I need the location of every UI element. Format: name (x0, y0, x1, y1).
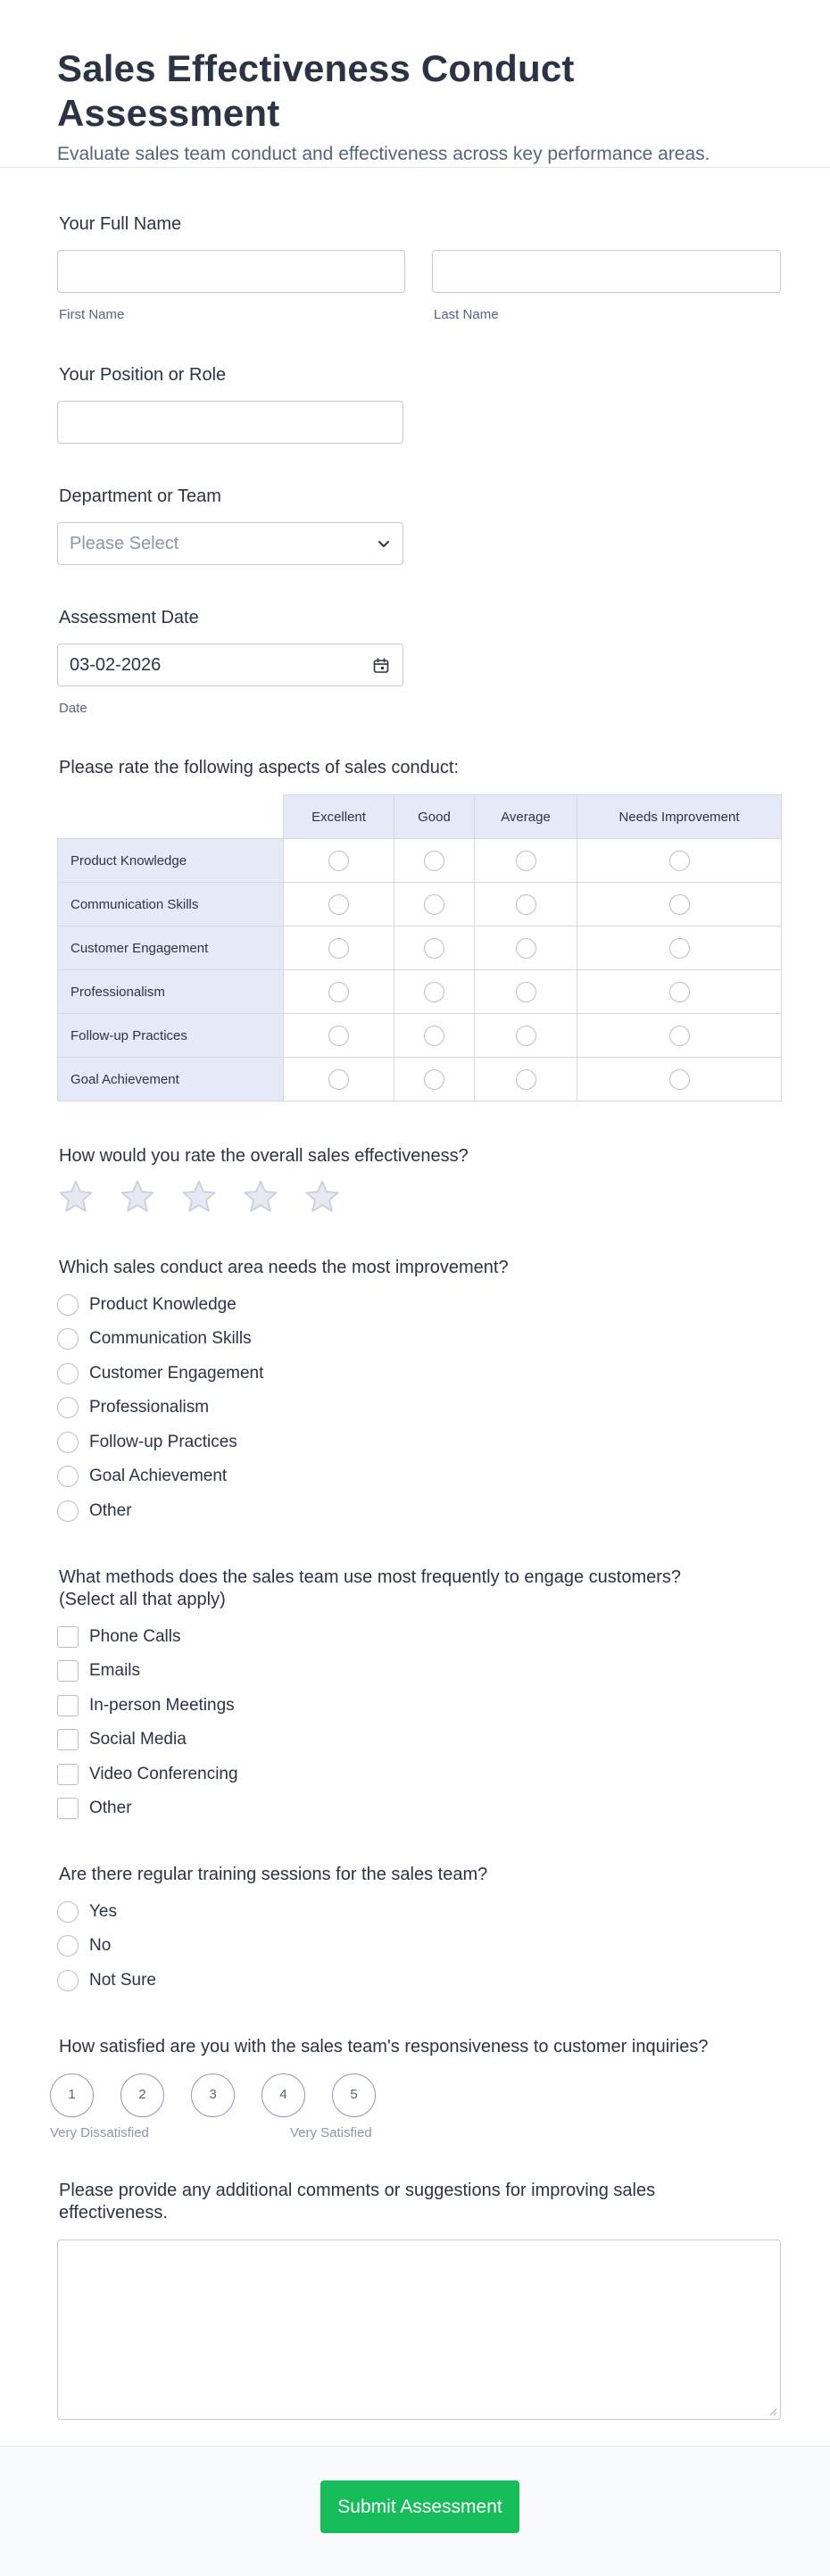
radio-button[interactable] (57, 1970, 79, 1991)
option-label: Customer Engagement (89, 1364, 264, 1383)
submit-button[interactable]: Submit Assessment (320, 2480, 519, 2533)
star-icon[interactable] (303, 1178, 341, 1216)
methods-option[interactable] (57, 1797, 132, 1820)
checkbox[interactable] (57, 1660, 79, 1682)
radio-button[interactable] (57, 1328, 79, 1350)
option-label: Yes (89, 1902, 117, 1921)
matrix-radio[interactable] (516, 1026, 536, 1046)
assessment-date-label: Assessment Date (59, 608, 199, 627)
date-sublabel: Date (59, 701, 87, 716)
methods-option[interactable] (57, 1659, 140, 1683)
improvement-label: Which sales conduct area needs the most improvement? (59, 1258, 509, 1277)
radio-button[interactable] (57, 1901, 79, 1923)
matrix-radio[interactable] (328, 1026, 349, 1046)
scale-option-3[interactable]: 3 (191, 2073, 235, 2117)
option-label: Follow-up Practices (89, 1433, 237, 1451)
checkbox[interactable] (57, 1695, 79, 1716)
matrix-col-header: Needs Improvement (577, 795, 782, 839)
last-name-sublabel: Last Name (434, 307, 499, 322)
methods-option[interactable] (57, 1694, 235, 1717)
matrix-radio[interactable] (424, 1069, 444, 1090)
position-input[interactable] (57, 401, 403, 444)
scale-option-1[interactable]: 1 (50, 2073, 94, 2117)
scale-high-label: Very Satisfied (290, 2125, 372, 2140)
assessment-date-value: 03-02-2026 (70, 655, 162, 675)
matrix-radio[interactable] (516, 894, 536, 915)
option-label: In-person Meetings (89, 1696, 235, 1715)
department-label: Department or Team (59, 486, 221, 506)
radio-button[interactable] (57, 1500, 79, 1522)
option-label: Phone Calls (89, 1627, 181, 1646)
radio-button[interactable] (57, 1294, 79, 1316)
rating-matrix (57, 794, 782, 1101)
improvement-option[interactable] (57, 1465, 227, 1488)
matrix-radio[interactable] (328, 851, 349, 871)
methods-label: What methods does the sales team use most frequently to engage customers? (59, 1567, 682, 1587)
scale-option-5[interactable]: 5 (332, 2073, 376, 2117)
methods-option[interactable] (57, 1625, 180, 1649)
matrix-col-header: Excellent (284, 795, 394, 839)
scale-option-4[interactable]: 4 (261, 2073, 305, 2117)
methods-label-hint: (Select all that apply) (59, 1590, 226, 1609)
matrix-col-header: Good (394, 795, 475, 839)
satisfaction-label: How satisfied are you with the sales team's responsiveness to customer inquiries? (59, 2037, 709, 2057)
matrix-radio[interactable] (669, 1026, 690, 1046)
matrix-label: Please rate the following aspects of sales conduct: (59, 758, 460, 777)
matrix-row-label: Product Knowledge (58, 839, 284, 883)
scale-option-2[interactable]: 2 (120, 2073, 164, 2117)
option-label: Not Sure (89, 1971, 156, 1990)
option-label: Emails (89, 1661, 141, 1680)
option-label: Other (89, 1501, 132, 1520)
improvement-option[interactable] (57, 1431, 237, 1454)
checkbox[interactable] (57, 1729, 79, 1750)
first-name-input[interactable] (57, 250, 405, 293)
improvement-option[interactable] (57, 1396, 209, 1419)
radio-button[interactable] (57, 1466, 79, 1487)
department-select[interactable] (57, 522, 403, 565)
checkbox[interactable] (57, 1626, 79, 1648)
option-label: Social Media (89, 1730, 187, 1749)
matrix-radio[interactable] (424, 851, 444, 871)
radio-button[interactable] (57, 1432, 79, 1453)
full-name-label: Your Full Name (59, 214, 182, 234)
matrix-radio[interactable] (516, 982, 536, 1002)
comments-textarea[interactable] (57, 2239, 781, 2420)
radio-button[interactable] (57, 1935, 79, 1957)
matrix-row (58, 1058, 782, 1101)
option-label: Goal Achievement (89, 1467, 228, 1485)
option-label: No (89, 1936, 112, 1955)
improvement-option[interactable] (57, 1327, 252, 1350)
checkbox[interactable] (57, 1798, 79, 1819)
training-option[interactable] (57, 1934, 111, 1957)
resize-grip-icon[interactable] (768, 2407, 777, 2416)
chevron-down-icon (378, 537, 390, 550)
matrix-row (58, 839, 782, 883)
matrix-radio[interactable] (424, 938, 444, 959)
methods-option[interactable] (57, 1763, 238, 1786)
position-label: Your Position or Role (59, 365, 227, 385)
form-subtitle: Evaluate sales team conduct and effectiveness across key performance areas. (57, 144, 710, 164)
star-icon[interactable] (119, 1178, 156, 1216)
radio-button[interactable] (57, 1397, 79, 1418)
matrix-radio[interactable] (669, 851, 690, 871)
training-option[interactable] (57, 1969, 156, 1992)
improvement-option[interactable] (57, 1293, 237, 1317)
methods-option[interactable] (57, 1728, 187, 1751)
matrix-row (58, 970, 782, 1014)
matrix-row (58, 883, 782, 927)
matrix-radio[interactable] (669, 938, 690, 959)
matrix-radio[interactable] (424, 1026, 444, 1046)
matrix-radio[interactable] (669, 982, 690, 1002)
matrix-row (58, 927, 782, 970)
scale-low-label: Very Dissatisfied (50, 2125, 149, 2140)
comments-label-cont: effectiveness. (59, 2203, 168, 2223)
matrix-row (58, 1014, 782, 1058)
matrix-radio[interactable] (328, 982, 349, 1002)
matrix-col-header: Average (475, 795, 577, 839)
matrix-radio[interactable] (516, 851, 536, 871)
form-header (0, 0, 830, 168)
matrix-radio[interactable] (424, 894, 444, 915)
form-title: Sales Effectiveness Conduct Assessment (57, 47, 575, 134)
option-label: Video Conferencing (89, 1765, 238, 1783)
matrix-radio[interactable] (328, 938, 349, 959)
first-name-sublabel: First Name (59, 307, 125, 322)
improvement-option[interactable] (57, 1362, 263, 1385)
option-label: Professionalism (89, 1398, 210, 1417)
matrix-corner (58, 795, 284, 839)
matrix-radio[interactable] (328, 1069, 349, 1090)
matrix-radio[interactable] (516, 1069, 536, 1090)
training-option[interactable] (57, 1900, 117, 1924)
star-icon[interactable] (180, 1178, 218, 1216)
improvement-option[interactable] (57, 1500, 132, 1523)
option-label: Other (89, 1799, 132, 1817)
option-label: Communication Skills (89, 1329, 252, 1348)
matrix-radio[interactable] (516, 938, 536, 959)
checkbox[interactable] (57, 1764, 79, 1785)
matrix-row-label: Goal Achievement (58, 1058, 284, 1101)
matrix-radio[interactable] (669, 894, 690, 915)
last-name-input[interactable] (432, 250, 781, 293)
training-label: Are there regular training sessions for the sales team? (59, 1865, 488, 1884)
star-icon[interactable] (242, 1178, 279, 1216)
calendar-icon[interactable] (372, 657, 390, 675)
assessment-date-input[interactable] (57, 644, 403, 686)
matrix-row-label: Professionalism (58, 970, 284, 1014)
matrix-row-label: Communication Skills (58, 883, 284, 927)
matrix-row-label: Customer Engagement (58, 927, 284, 970)
overall-rating-label: How would you rate the overall sales effectiveness? (59, 1146, 469, 1166)
star-icon[interactable] (57, 1178, 95, 1216)
department-placeholder: Please Select (70, 534, 179, 553)
matrix-radio[interactable] (669, 1069, 690, 1090)
matrix-radio[interactable] (424, 982, 444, 1002)
matrix-row-label: Follow-up Practices (58, 1014, 284, 1058)
option-label: Product Knowledge (89, 1295, 237, 1314)
comments-label: Please provide any additional comments or suggestions for improving sales (59, 2181, 656, 2200)
matrix-radio[interactable] (328, 894, 349, 915)
radio-button[interactable] (57, 1363, 79, 1384)
